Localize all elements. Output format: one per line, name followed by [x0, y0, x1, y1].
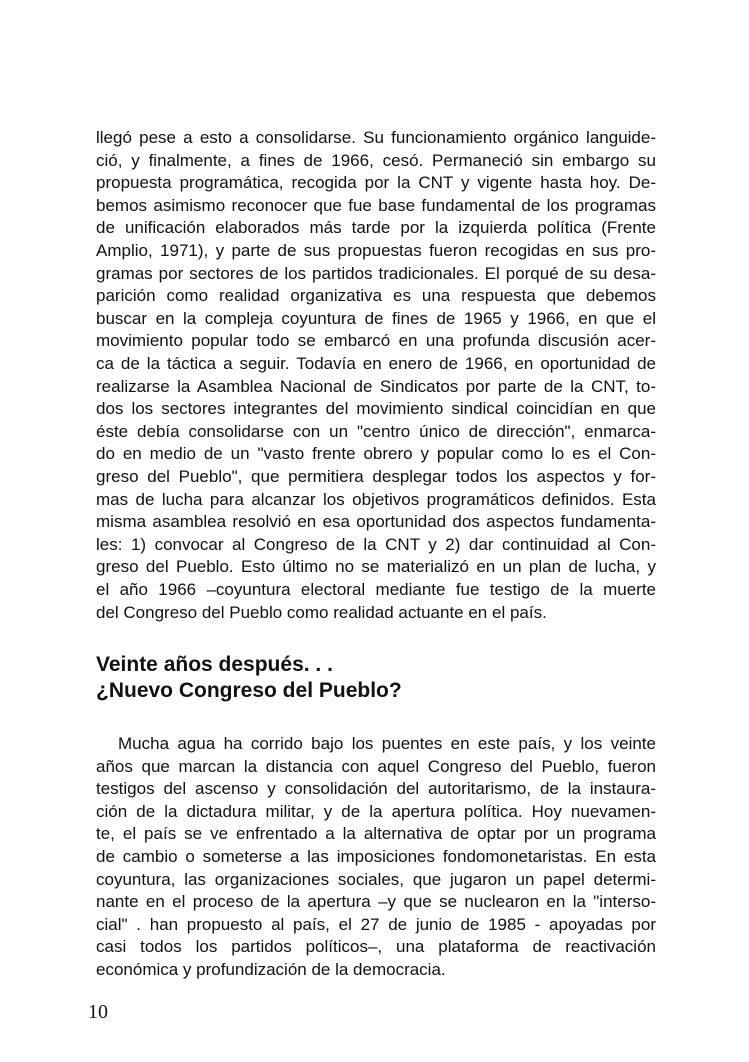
text-line: del Congreso del Pueblo como realidad actuante en el país. — [96, 602, 547, 622]
text-line: parición como realidad organizativa es una respuesta que debemos — [96, 286, 656, 306]
section-heading-line-1: Veinte años después. . . — [96, 653, 333, 676]
text-line: nante en el proceso de la apertura –y que se nuclearon en la "interso- — [96, 892, 656, 912]
text-line: dos los sectores integrantes del movimiento sindical coincidían en que — [96, 399, 656, 419]
text-line: de unificación elaborados más tarde por la izquierda política (Frente — [96, 218, 656, 238]
text-line: llegó pese a esto a consolidarse. Su funcionamiento orgánico languide- — [96, 128, 656, 147]
text-line: realizarse la Asamblea Nacional de Sindicatos por parte de la CNT, to- — [96, 376, 656, 396]
text-line: propuesta programática, recogida por la CNT y vigente hasta hoy. De- — [96, 173, 656, 193]
text-line: mas de lucha para alcanzar los objetivos programáticos definidos. Esta — [96, 489, 656, 509]
page-number: 10 — [88, 1001, 108, 1023]
text-line: ción de la dictadura militar, y de la apertura política. Hoy nuevamen- — [96, 801, 656, 821]
text-line: buscar en la compleja coyuntura de fines de 1965 y 1966, en que el — [96, 308, 656, 328]
text-line: Mucha agua ha corrido bajo los puentes en este país, y los veinte — [118, 734, 656, 753]
section-heading-line-2: ¿Nuevo Congreso del Pueblo? — [96, 679, 402, 702]
text-line: cial" . han propuesto al país, el 27 de junio de 1985 - apoyadas por — [96, 914, 656, 934]
text-line: económica y profundización de la democracia. — [96, 960, 446, 979]
text-line: de cambio o someterse a las imposiciones fondomonetaristas. En esta — [96, 847, 656, 866]
text-line: casi todos los partidos políticos–, una plataforma de reactivación — [96, 937, 656, 957]
text-line: coyuntura, las organizaciones sociales, que jugaron un papel determi- — [96, 869, 656, 889]
text-line: años que marcan la distancia con aquel Congreso del Pueblo, fueron — [96, 756, 656, 776]
text-line: misma asamblea resolvió en esa oportunidad dos aspectos fundamenta- — [96, 512, 656, 532]
text-line: movimiento popular todo se embarcó en una profunda discusión acer- — [96, 331, 656, 351]
text-line: greso del Pueblo. Esto último no se materializó en un plan de lucha, y — [96, 557, 656, 577]
text-line: te, el país se ve enfrentado a la alternativa de optar por un programa — [96, 824, 656, 844]
text-line: gramas por sectores de los partidos tradicionales. El porqué de su desa- — [96, 263, 656, 283]
text-line: ca de la táctica a seguir. Todavía en enero de 1966, en oportunidad de — [96, 354, 656, 373]
text-line: do en medio de un "vasto frente obrero y popular como lo es el Con- — [96, 444, 656, 464]
text-line: les: 1) convocar al Congreso de la CNT y 2) dar continuidad al Con- — [96, 534, 656, 554]
text-line: bemos asimismo reconocer que fue base fundamental de los programas — [96, 195, 656, 215]
text-line: testigos del ascenso y consolidación del autoritarismo, de la instaura- — [96, 779, 656, 799]
text-line: Amplio, 1971), y parte de sus propuestas fueron recogidas en sus pro- — [96, 241, 656, 260]
text-line: éste debía consolidarse con un "centro único de dirección", enmarca- — [96, 421, 656, 441]
text-line: el año 1966 –coyuntura electoral mediante fue testigo de la muerte — [96, 580, 656, 599]
text-line: ció, y finalmente, a fines de 1966, cesó. Permaneció sin embargo su — [96, 150, 656, 170]
text-line: greso del Pueblo", que permitiera desplegar todos los aspectos y for- — [96, 467, 656, 486]
